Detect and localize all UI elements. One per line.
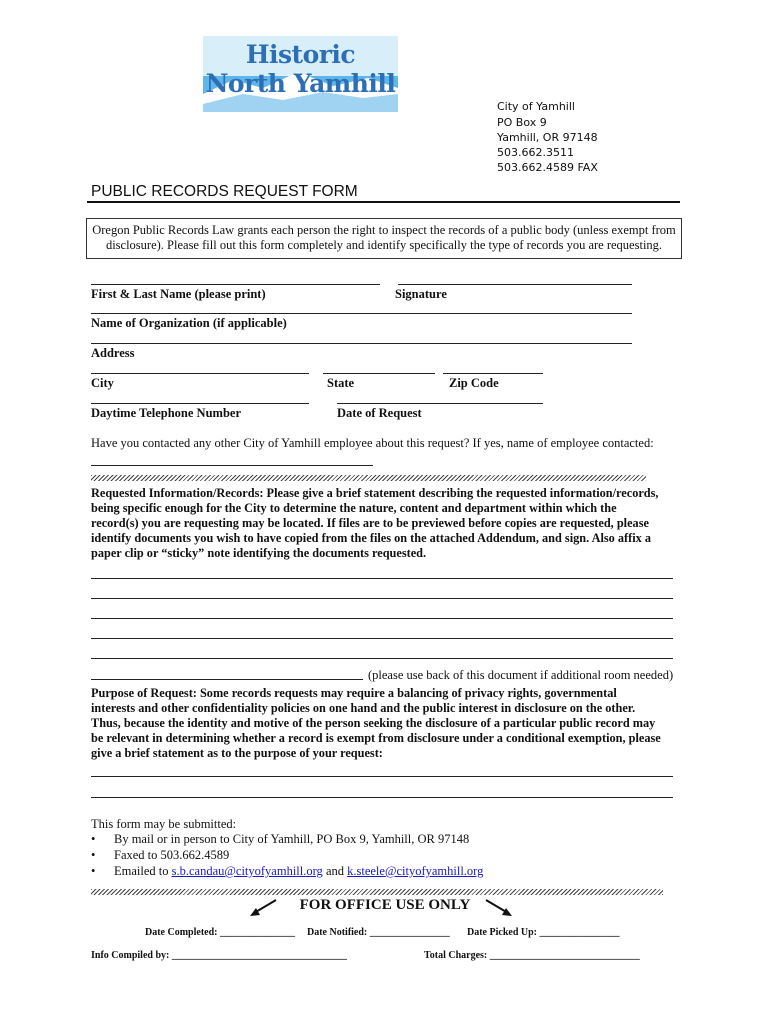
date-picked-up-field: Date Picked Up: ________________ [467,927,620,938]
submit-email [114,864,483,879]
contact-question: Have you contacted any other City of Yamhill employee about this request? If yes, name of employee contacted: [91,436,654,450]
city-name: City of Yamhill [497,100,575,113]
email-and: and [322,864,348,878]
submit-intro: This form may be submitted: [91,817,237,831]
name-input-line[interactable] [91,284,380,285]
organization-label: Name of Organization (if applicable) [91,316,287,330]
fax-number: 503.662.4589 FAX [497,161,598,174]
state-input-line[interactable] [323,373,435,374]
purpose-line-1: Purpose of Request: Some records requests may require a balancing of privacy rights, governmental [91,686,617,700]
form-title: PUBLIC RECORDS REQUEST FORM [91,183,358,200]
date-notified-field: Date Notified: ________________ [307,927,450,938]
email-prefix: Emailed to [114,864,172,878]
requested-info-line-5: paper clip or “sticky” note identifying the documents requested. [91,546,427,560]
signature-label: Signature [395,287,447,301]
email-link-candau[interactable]: s.b.candau@cityofyamhill.org [171,864,323,878]
arrow-down-left-icon [248,898,278,918]
address-label: Address [91,346,135,360]
requested-info-line-4: identify documents you wish to have copied from the files on the attached Addendum, and sign. Also affix a [91,531,652,545]
purpose-input-line[interactable] [91,797,673,798]
purpose-line-4: be relevant in determining whether a record is exempt from disclosure under a conditional exemption, please [91,731,661,745]
title-divider [87,201,680,203]
organization-input-line[interactable] [91,313,632,314]
total-charges-field: Total Charges: ______________________________ [424,950,640,961]
requested-info-line-1: Requested Information/Records: Please give a brief statement describing the requested information/records, [91,486,659,500]
phone-input-line[interactable] [91,403,309,404]
request-input-line[interactable] [91,618,673,619]
intro-box [86,218,682,259]
email-link-steele[interactable]: k.steele@cityofyamhill.org [347,864,484,878]
purpose-line-5: give a brief statement as to the purpose of your request: [91,746,383,760]
purpose-line-2: interests and other confidentiality policies on one hand and the public interest in disclosure on the other. [91,701,636,715]
request-input-line[interactable] [91,638,673,639]
logo-text: Historic North Yamhill [205,40,396,98]
request-input-line[interactable] [91,578,673,579]
zip-input-line[interactable] [443,373,543,374]
submit-fax: Faxed to 503.662.4589 [114,848,230,862]
wavy-divider [91,889,663,895]
city-input-line[interactable] [91,373,309,374]
contact-input-line[interactable] [91,465,373,466]
intro-line-2: disclosure). Please fill out this form completely and identify specifically the type of records you are requesting. [105,238,663,252]
info-compiled-field: Info Compiled by: ___________________________________ [91,950,347,961]
name-label: First & Last Name (please print) [91,287,266,301]
bullet-icon: • [91,864,96,878]
arrow-down-right-icon [484,898,514,918]
zip-label: Zip Code [449,376,499,390]
request-input-line[interactable] [91,679,363,680]
phone-number: 503.662.3511 [497,146,574,159]
date-input-line[interactable] [337,403,543,404]
date-label: Date of Request [337,406,422,420]
state-label: State [327,376,355,390]
office-use-title: FOR OFFICE USE ONLY [299,897,471,913]
phone-label: Daytime Telephone Number [91,406,241,420]
requested-info-line-2: being specific enough for the City to determine the nature, content and department within which the [91,501,617,515]
intro-line-1: Oregon Public Records Law grants each person the right to inspect the records of a public body (unless exempt from [92,223,676,237]
request-input-line[interactable] [91,598,673,599]
city-logo [203,36,398,112]
wavy-divider [91,475,646,481]
purpose-input-line[interactable] [91,776,673,777]
city-state-zip: Yamhill, OR 97148 [497,131,598,144]
requested-info-line-3: record(s) you are requesting may be located. If files are to be previewed before copies are requested, please [91,516,649,530]
po-box: PO Box 9 [497,116,547,129]
signature-input-line[interactable] [398,284,632,285]
purpose-line-3: Thus, because the identity and motive of the person seeking the disclosure of a particular public record may [91,716,656,730]
bullet-icon: • [91,848,96,862]
submit-mail: By mail or in person to City of Yamhill, PO Box 9, Yamhill, OR 97148 [114,832,470,846]
city-label: City [91,376,114,390]
bullet-icon: • [91,832,96,846]
back-of-page-note: (please use back of this document if additional room needed) [368,668,674,682]
date-completed-field: Date Completed: _______________ [145,927,295,938]
request-input-line[interactable] [91,658,673,659]
address-input-line[interactable] [91,343,632,344]
